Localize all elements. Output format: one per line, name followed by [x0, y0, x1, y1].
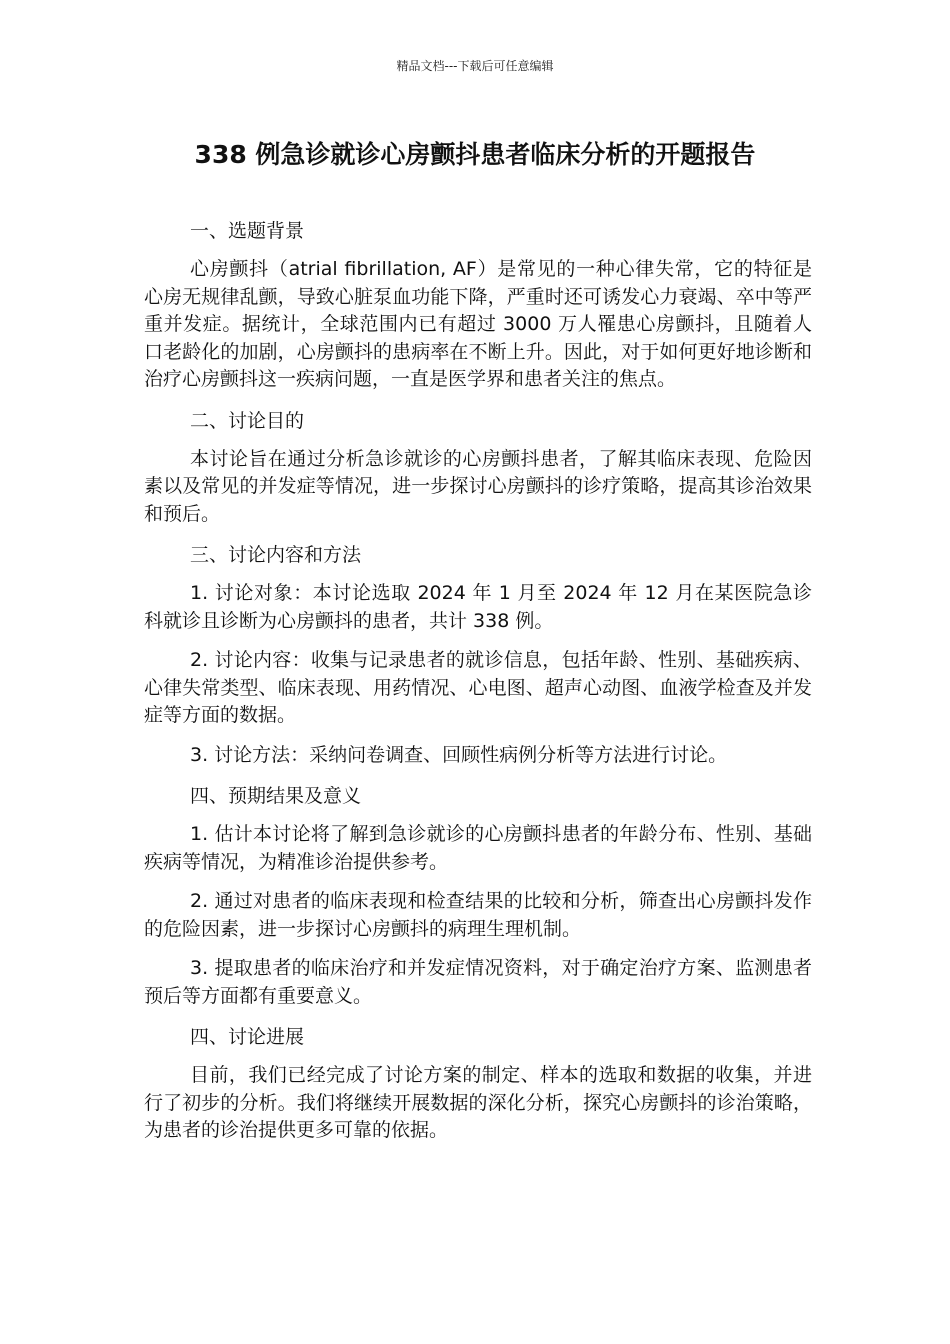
- paragraph: 心房颤抖（atrial fibrillation, AF）是常见的一种心律失常，它的特征是心房无规律乱颤，导致心脏泵血功能下降，严重时还可诱发心力衰竭、卒中等严重并发症。据统计，全球范围内已有超过 3000 万人罹患心房颤抖，且随着人口老龄化的加剧，心房颤抖的患病率在不断上升。因此，对于如何更好地诊断和治疗心房颤抖这一疾病问题，一直是医学界和患者关注的焦点。: [144, 258, 812, 390]
- paragraph: 2. 通过对患者的临床表现和检查结果的比较和分析，筛查出心房颤抖发作的危险因素，进一步探讨心房颤抖的病理生理机制。: [144, 890, 812, 940]
- section-heading: 四、预期结果及意义: [190, 785, 362, 807]
- section-heading: 二、讨论目的: [190, 409, 305, 432]
- paragraph: 本讨论旨在通过分析急诊就诊的心房颤抖患者，了解其临床表现、危险因素以及常见的并发症等情况，进一步探讨心房颤抖的诊疗策略，提高其诊治效果和预后。: [144, 447, 812, 525]
- section-progress: [144, 1022, 812, 1145]
- paragraph: 1. 讨论对象：本讨论选取 2024 年 1 月至 2024 年 12 月在某医院急诊科就诊且诊断为心房颤抖的患者，共计 338 例。: [144, 582, 812, 632]
- paragraph: 3. 讨论方法：采纳问卷调查、回顾性病例分析等方法进行讨论。: [190, 743, 728, 766]
- section-heading: 三、讨论内容和方法: [190, 544, 362, 566]
- paragraph: 2. 讨论内容：收集与记录患者的就诊信息，包括年龄、性别、基础疾病、心律失常类型、临床表现、用药情况、心电图、超声心动图、血液学检查及并发症等方面的数据。: [144, 649, 812, 726]
- page-header-note: 精品文档---下载后可任意编辑: [396, 59, 554, 73]
- section-purpose: [144, 406, 812, 529]
- section-heading: 一、选题背景: [190, 220, 305, 242]
- document-title: 338 例急诊就诊心房颤抖患者临床分析的开题报告: [194, 140, 756, 169]
- paragraph: 目前，我们已经完成了讨论方案的制定、样本的选取和数据的收集，并进行了初步的分析。我们将继续开展数据的深化分析，探究心房颤抖的诊治策略，为患者的诊治提供更多可靠的依据。: [144, 1064, 812, 1141]
- section-heading: 四、讨论进展: [190, 1026, 305, 1048]
- paragraph: 1. 估计本讨论将了解到急诊就诊的心房颤抖患者的年龄分布、性别、基础疾病等情况，为精准诊治提供参考。: [144, 823, 812, 873]
- section-content-methods: [144, 540, 812, 769]
- section-expected-results: [144, 781, 812, 1010]
- document-body: [144, 216, 812, 1157]
- paragraph: 3. 提取患者的临床治疗和并发症情况资料，对于确定治疗方案、监测患者预后等方面都有重要意义。: [144, 957, 812, 1007]
- section-background: [144, 216, 812, 394]
